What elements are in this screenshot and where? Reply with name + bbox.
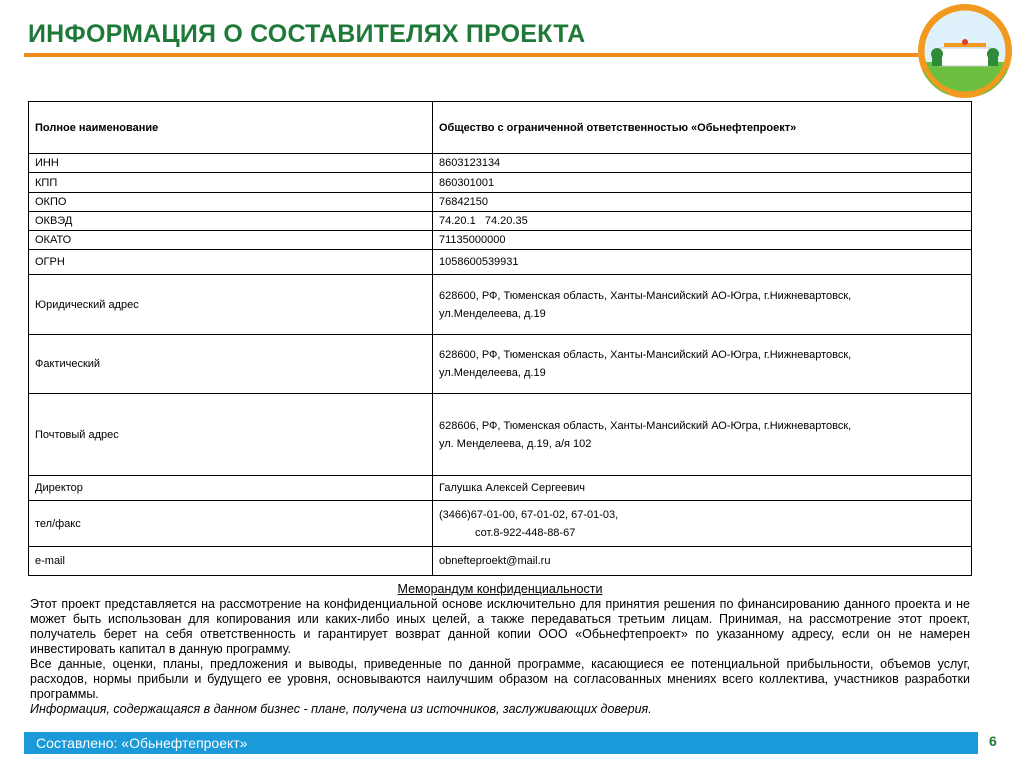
table-row — [29, 501, 972, 547]
row-value — [433, 501, 972, 547]
address-line: ул. Менделеева, д.19, а/я 102 — [439, 437, 592, 450]
memo-paragraph: Все данные, оценки, планы, предложения и выводы, приведенные по данной программе, касающиеся ее потенциальной прибыльности, объемов услуг, расходов, нормы прибыли и будущего ее уровня, основываются наилучшим образом на согласованных мнениях всего коллектива, участников разработки программы. — [30, 657, 970, 701]
page-title: ИНФОРМАЦИЯ О СОСТАВИТЕЛЯХ ПРОЕКТА — [28, 20, 586, 48]
table-row — [29, 173, 972, 193]
address-line: 628600, РФ, Тюменская область, Ханты-Мансийский АО-Югра, г.Нижневартовск, — [439, 349, 852, 361]
row-label: ИНН — [29, 154, 433, 173]
address-line: ул.Менделеева, д.19 — [439, 367, 546, 379]
row-value: 74.20.1 74.20.35 — [433, 212, 972, 231]
row-value: 860301001 — [433, 173, 972, 193]
row-label: Директор — [29, 476, 433, 501]
row-value: Галушка Алексей Сергеевич — [433, 476, 972, 501]
footer-bar — [24, 732, 978, 754]
phone-line: (3466)67-01-00, 67-01-02, 67-01-03, — [439, 508, 619, 521]
row-label: ОГРН — [29, 250, 433, 275]
table-row — [29, 547, 972, 576]
row-label: Полное наименование — [29, 102, 433, 154]
table-row — [29, 275, 972, 335]
address-line: 628600, РФ, Тюменская область, Ханты-Мансийский АО-Югра, г.Нижневартовск, — [439, 289, 852, 302]
confidentiality-memo — [30, 582, 970, 717]
row-label: Юридический адрес — [29, 275, 433, 335]
row-label: Почтовый адрес — [29, 394, 433, 476]
row-value: 76842150 — [433, 193, 972, 212]
row-value — [433, 275, 972, 335]
row-value — [433, 394, 972, 476]
row-value: 1058600539931 — [433, 250, 972, 275]
footer-text: Составлено: «Обьнефтепроект» — [36, 735, 248, 751]
table-row — [29, 394, 972, 476]
table-row — [29, 212, 972, 231]
row-label: e-mail — [29, 547, 433, 576]
memo-paragraph: Информация, содержащаяся в данном бизнес - плане, получена из источников, заслуживающих доверия. — [30, 702, 652, 716]
table-row — [29, 154, 972, 173]
table-row — [29, 231, 972, 250]
memo-paragraph: Этот проект представляется на рассмотрение на конфиденциальной основе исключительно для принятия решения по финансированию данного проекта и не может быть использован для копирования или каких-либо иных целей, а также передаваться третьим лицам. Принимая, на рассмотрение этот проект, получатель берет на себя ответственность и гарантирует возврат данной копии ООО «Обьнефтепроект» по указанному адресу, если он не намерен инвестировать капитал в данную программу. — [30, 597, 970, 656]
phone-line: сот.8-922-448-88-67 — [475, 526, 576, 539]
table-row — [29, 335, 972, 394]
address-line: 628606, РФ, Тюменская область, Ханты-Мансийский АО-Югра, г.Нижневартовск, — [439, 419, 852, 432]
row-label: ОКВЭД — [29, 212, 433, 231]
company-info-table — [28, 101, 972, 576]
table-row — [29, 476, 972, 501]
row-value: Общество с ограниченной ответственностью «Обьнефтепроект» — [433, 102, 972, 154]
title-underline — [24, 53, 922, 57]
row-value[interactable]: obnefteproekt@mail.ru — [433, 547, 972, 576]
memo-title: Меморандум конфиденциальности — [397, 582, 603, 596]
row-label: ОКПО — [29, 193, 433, 212]
table-row — [29, 193, 972, 212]
page-number: 6 — [989, 733, 997, 749]
row-label: КПП — [29, 173, 433, 193]
row-label: ОКАТО — [29, 231, 433, 250]
row-value: 71135000000 — [433, 231, 972, 250]
row-label: Фактический — [29, 335, 433, 394]
table-row — [29, 250, 972, 275]
row-value — [433, 335, 972, 394]
row-value: 8603123134 — [433, 154, 972, 173]
row-label: тел/факс — [29, 501, 433, 547]
company-logo-emblem-icon — [918, 4, 1012, 98]
address-line: ул.Менделеева, д.19 — [439, 307, 546, 320]
table-row — [29, 102, 972, 154]
